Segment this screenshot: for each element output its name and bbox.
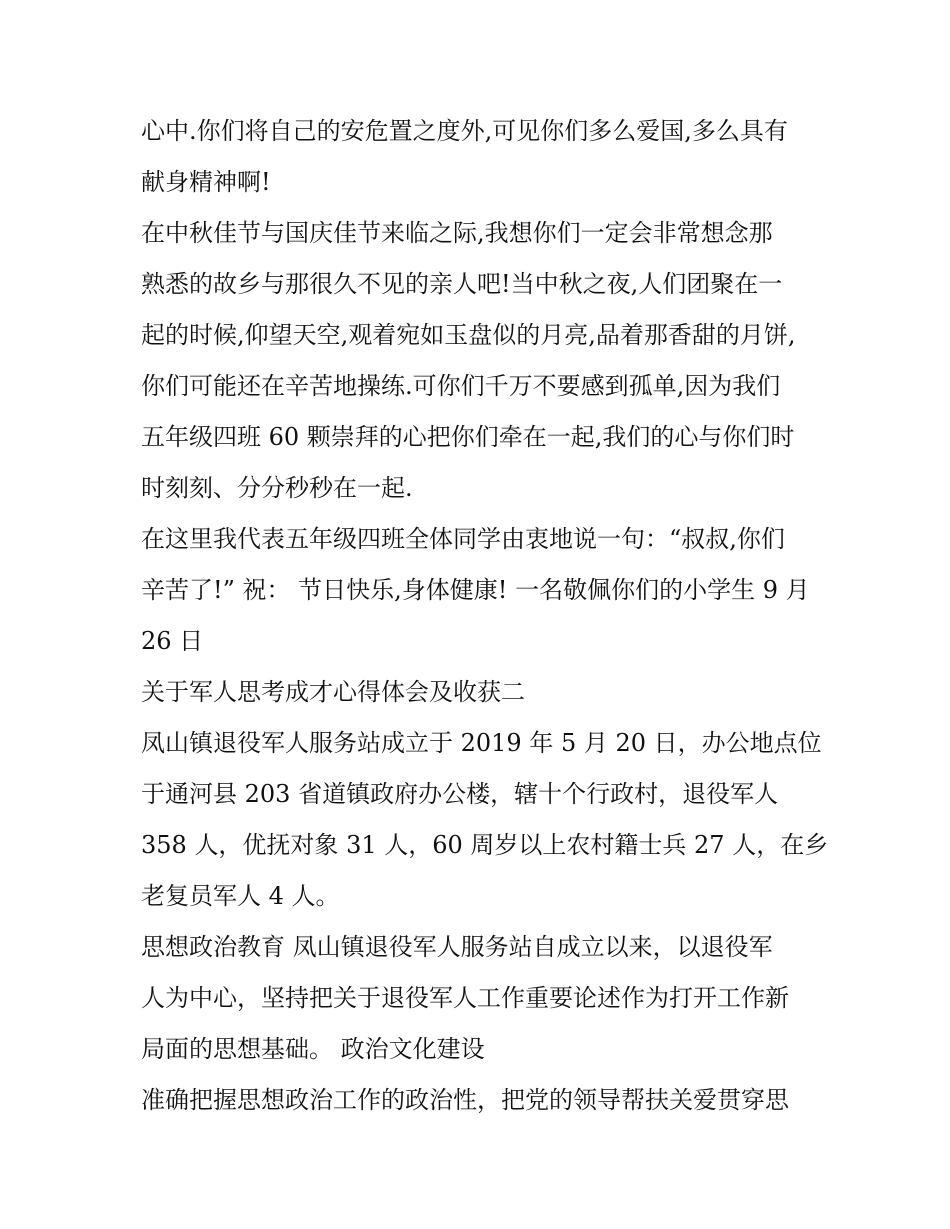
text-line: 熟悉的故乡与那很久不见的亲人吧!当中秋之夜,人们团聚在一 [141,270,783,298]
text-line: 你们可能还在辛苦地操练.可你们千万不要感到孤单,因为我们 [141,372,781,400]
section-heading: 关于军人思考成才心得体会及收获二 [141,678,525,706]
text-line: 老复员军人 4 人。 [141,882,340,910]
text-line: 准确把握思想政治工作的政治性，把党的领导帮扶关爱贯穿思 [141,1086,789,1114]
document-body [141,106,829,1126]
text-line: 局面的思想基础。 政治文化建设 [141,1035,485,1063]
text-line: 五年级四班 60 颗崇拜的心把你们牵在一起,我们的心与你们时 [141,423,795,451]
text-line: 凤山镇退役军人服务站成立于 2019 年 5 月 20 日，办公地点位 [141,729,822,757]
text-line: 在中秋佳节与国庆佳节来临之际,我想你们一定会非常想念那 [141,219,773,247]
text-line: 献身精神啊! [141,168,271,196]
text-line: 心中.你们将自己的安危置之度外,可见你们多么爱国,多么具有 [141,117,788,145]
text-line: 26 日 [141,627,204,655]
text-line: 思想政治教育 凤山镇退役军人服务站自成立以来，以退役军 [141,933,773,961]
text-line: 起的时候,仰望天空,观着宛如玉盘似的月亮,品着那香甜的月饼, [141,321,796,349]
text-line: 辛苦了!” 祝： 节日快乐,身体健康! 一名敬佩你们的小学生 9 月 [141,576,810,604]
text-line: 358 人，优抚对象 31 人，60 周岁以上农村籍士兵 27 人，在乡 [141,831,829,859]
text-line: 人为中心，坚持把关于退役军人工作重要论述作为打开工作新 [141,984,789,1012]
text-line: 在这里我代表五年级四班全体同学由衷地说一句：“叔叔,你们 [141,525,785,553]
text-line: 于通河县 203 省道镇政府办公楼，辖十个行政村，退役军人 [141,780,779,808]
text-line: 时刻刻、分分秒秒在一起. [141,474,413,502]
